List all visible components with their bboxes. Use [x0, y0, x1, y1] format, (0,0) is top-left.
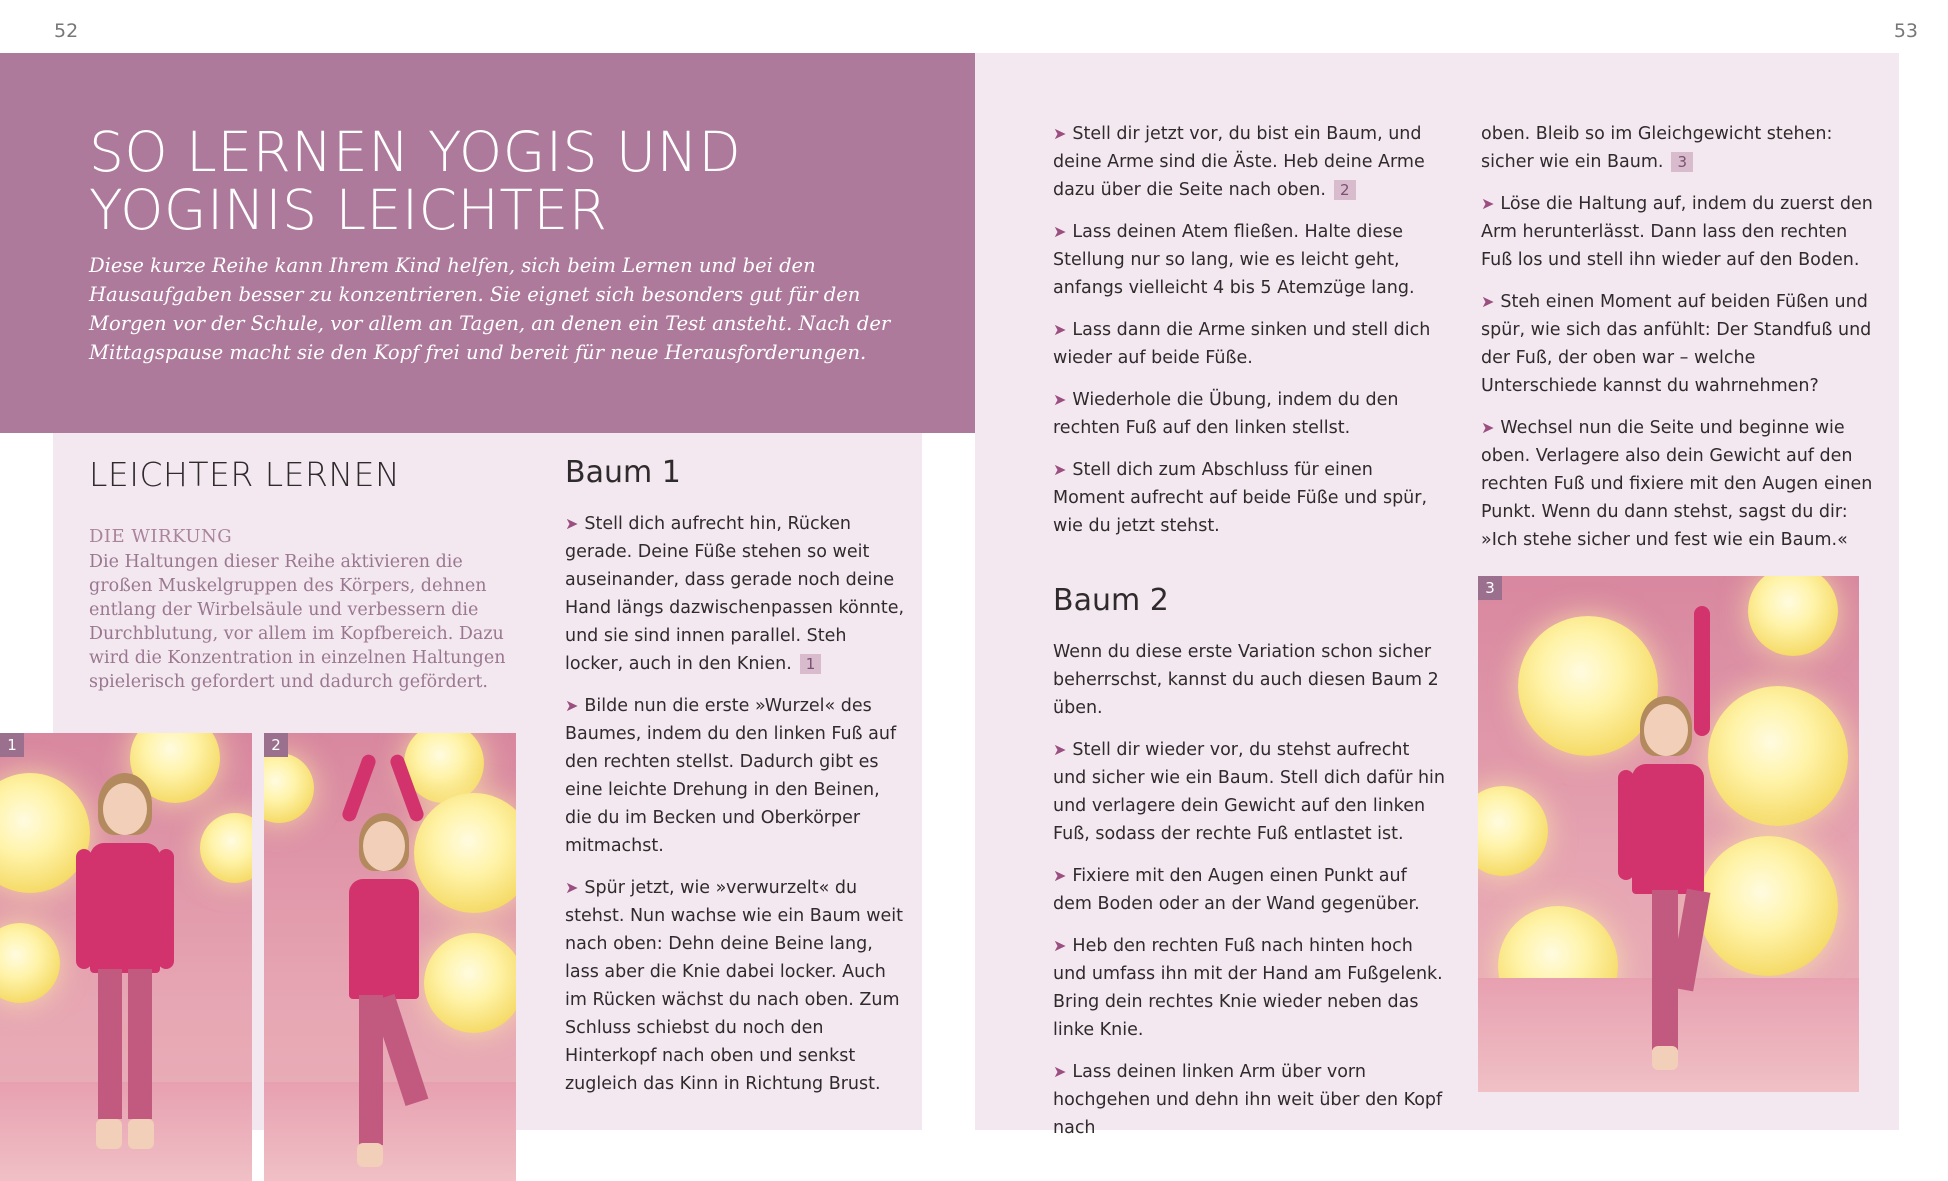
arrow-bullet-icon: ➤ [1481, 292, 1495, 311]
step-text: Stell dir wieder vor, du stehst aufrecht und sicher wie ein Baum. Stell dich dafür hin und verlagere dein Gewicht auf den linken Fuß, sodass der rechte Fuß entlastet ist. [1053, 740, 1446, 844]
baum2-title: Baum 2 [1053, 583, 1169, 618]
arrow-bullet-icon: ➤ [1053, 460, 1067, 479]
arrow-bullet-icon: ➤ [565, 514, 579, 533]
light-ball-decoration [264, 753, 314, 823]
title-banner [0, 53, 975, 433]
page-number-right: 53 [1893, 20, 1918, 42]
photo-pose-1 [0, 733, 252, 1181]
light-ball-decoration [1478, 786, 1548, 876]
step-text: Stell dich zum Abschluss für einen Moment aufrecht auf beide Füße und spür, wie du jetzt stehst. [1053, 460, 1428, 536]
baum2-step [1481, 288, 1876, 400]
step-text: Steh einen Moment auf beiden Füßen und spür, wie sich das anfühlt: Der Standfuß und der Fuß, der oben war – welche Unterschiede kannst du wahrnehmen? [1481, 292, 1872, 396]
baum1-step [565, 510, 905, 678]
baum1-step [1053, 218, 1448, 302]
baum1-step [565, 874, 905, 1098]
step-text: Wiederhole die Übung, indem du den rechten Fuß auf den linken stellst. [1053, 390, 1399, 438]
arrow-bullet-icon: ➤ [1053, 740, 1067, 759]
step-text: oben. Bleib so im Gleichgewicht stehen: sicher wie ein Baum. [1481, 124, 1833, 172]
step-text: Lass deinen linken Arm über vorn hochgehen und dehn ihn weit über den Kopf nach [1053, 1062, 1443, 1138]
photo-pose-3 [1478, 576, 1859, 1092]
step-text: Spür jetzt, wie »verwurzelt« du stehst. Nun wachse wie ein Baum weit nach oben: Dehn deine Beine lang, lass aber die Knie dabei locker. Auch im Rücken wächst du nach oben. Zum Schluss schiebst du noch den Hinterkopf nach oben und senkst zugleich das Kinn in Richtung Brust. [565, 878, 903, 1094]
arrow-bullet-icon: ➤ [565, 696, 579, 715]
baum1-step [1053, 456, 1448, 540]
step-text: Fixiere mit den Augen einen Punkt auf dem Boden oder an der Wand gegenüber. [1053, 866, 1420, 914]
baum2-continued-text [1481, 120, 1876, 176]
baum2-intro: Wenn du diese erste Variation schon sicher beherrschst, kannst du auch diesen Baum 2 üben. [1053, 642, 1439, 718]
lead-paragraph: Diese kurze Reihe kann Ihrem Kind helfen, sich beim Lernen und bei den Hausaufgaben besser zu konzentrieren. Sie eignet sich besonders gut für den Morgen vor der Schule, vor allem an Tagen, an denen ein Test ansteht. Nach der Mittagspause macht sie den Kopf frei und bereit für neue Herausforderungen. [89, 254, 891, 364]
step-text: Wechsel nun die Seite und beginne wie oben. Verlagere also dein Gewicht auf den rechten Fuß und fixiere mit den Augen einen Punkt. Wenn du dann stehst, sagst du dir: »Ich stehe sicher und fest wie ein Baum.« [1481, 418, 1873, 550]
photo-number-badge: 2 [264, 733, 288, 757]
baum1-step [1053, 120, 1448, 204]
page-title-line-1: SO LERNEN YOGIS UND [89, 120, 742, 184]
baum1-step [1053, 316, 1448, 372]
photo-ref-badge: 2 [1334, 180, 1356, 200]
page-title-line-2: YOGINIS LEICHTER [89, 178, 608, 242]
step-text: Heb den rechten Fuß nach hinten hoch und umfass ihn mit der Hand am Fußgelenk. Bring dein rechtes Knie wieder neben das linke Knie. [1053, 936, 1443, 1040]
child-figure [1608, 606, 1738, 1076]
arrow-bullet-icon: ➤ [1053, 866, 1067, 885]
photo-ref-badge: 1 [800, 654, 822, 674]
baum2-continued-column [1481, 120, 1876, 568]
arrow-bullet-icon: ➤ [1053, 1062, 1067, 1081]
baum2-step [1481, 190, 1876, 274]
wirkung-text: Die Haltungen dieser Reihe aktivieren die großen Muskelgruppen des Körpers, dehnen entlang der Wirbelsäule und verbessern die Durchblutung, vor allem im Kopfbereich. Dazu wird die Konzentration in einzelnen Haltungen spielerisch gefordert und dadurch gefördert. [89, 552, 506, 692]
light-ball-decoration [0, 923, 60, 1003]
light-ball-decoration [200, 813, 252, 883]
arrow-bullet-icon: ➤ [1053, 320, 1067, 339]
baum1-step [565, 692, 905, 860]
photo-number-badge: 1 [0, 733, 24, 757]
baum2-step [1053, 1058, 1448, 1142]
baum2-step [1053, 932, 1448, 1044]
page-number-left: 52 [54, 20, 79, 42]
arrow-bullet-icon: ➤ [565, 878, 579, 897]
baum1-column [565, 454, 905, 1112]
baum1-step [1053, 386, 1448, 442]
step-text: Stell dir jetzt vor, du bist ein Baum, und deine Arme sind die Äste. Heb deine Arme dazu über die Seite nach oben. [1053, 124, 1425, 200]
step-text: Lass dann die Arme sinken und stell dich wieder auf beide Füße. [1053, 320, 1431, 368]
light-ball-decoration [1748, 576, 1838, 656]
photo-pose-2 [264, 733, 516, 1181]
step-text: Bilde nun die erste »Wurzel« des Baumes, indem du den linken Fuß auf den rechten stellst. Dadurch gibt es eine leichte Drehung in den Beinen, die du im Becken und Oberkörper mitmachst. [565, 696, 897, 856]
section-title: LEICHTER LERNEN [89, 455, 401, 494]
arrow-bullet-icon: ➤ [1481, 194, 1495, 213]
baum2-column [1053, 582, 1448, 1156]
arrow-bullet-icon: ➤ [1053, 222, 1067, 241]
arrow-bullet-icon: ➤ [1053, 936, 1067, 955]
baum2-step [1053, 862, 1448, 918]
arrow-bullet-icon: ➤ [1053, 390, 1067, 409]
baum1-continued-column [1053, 120, 1448, 554]
baum2-step [1053, 736, 1448, 848]
step-text: Stell dich aufrecht hin, Rücken gerade. Deine Füße stehen so weit auseinander, dass gerade noch deine Hand längs dazwischenpassen könnte, und sie sind innen parallel. Steh locker, auch in den Knien. [565, 514, 905, 674]
child-figure [324, 743, 444, 1173]
baum2-step [1481, 414, 1876, 554]
child-figure [70, 773, 180, 1173]
arrow-bullet-icon: ➤ [1053, 124, 1067, 143]
step-text: Lass deinen Atem fließen. Halte diese Stellung nur so lang, wie es leicht geht, anfangs vielleicht 4 bis 5 Atemzüge lang. [1053, 222, 1415, 298]
photo-number-badge: 3 [1478, 576, 1502, 600]
arrow-bullet-icon: ➤ [1481, 418, 1495, 437]
photo-ref-badge: 3 [1671, 152, 1693, 172]
baum1-title: Baum 1 [565, 455, 681, 490]
step-text: Löse die Haltung auf, indem du zuerst den Arm herunterlässt. Dann lass den rechten Fuß los und stell ihn wieder auf den Boden. [1481, 194, 1873, 270]
page-title [89, 120, 909, 242]
wirkung-heading: DIE WIRKUNG [89, 526, 233, 547]
